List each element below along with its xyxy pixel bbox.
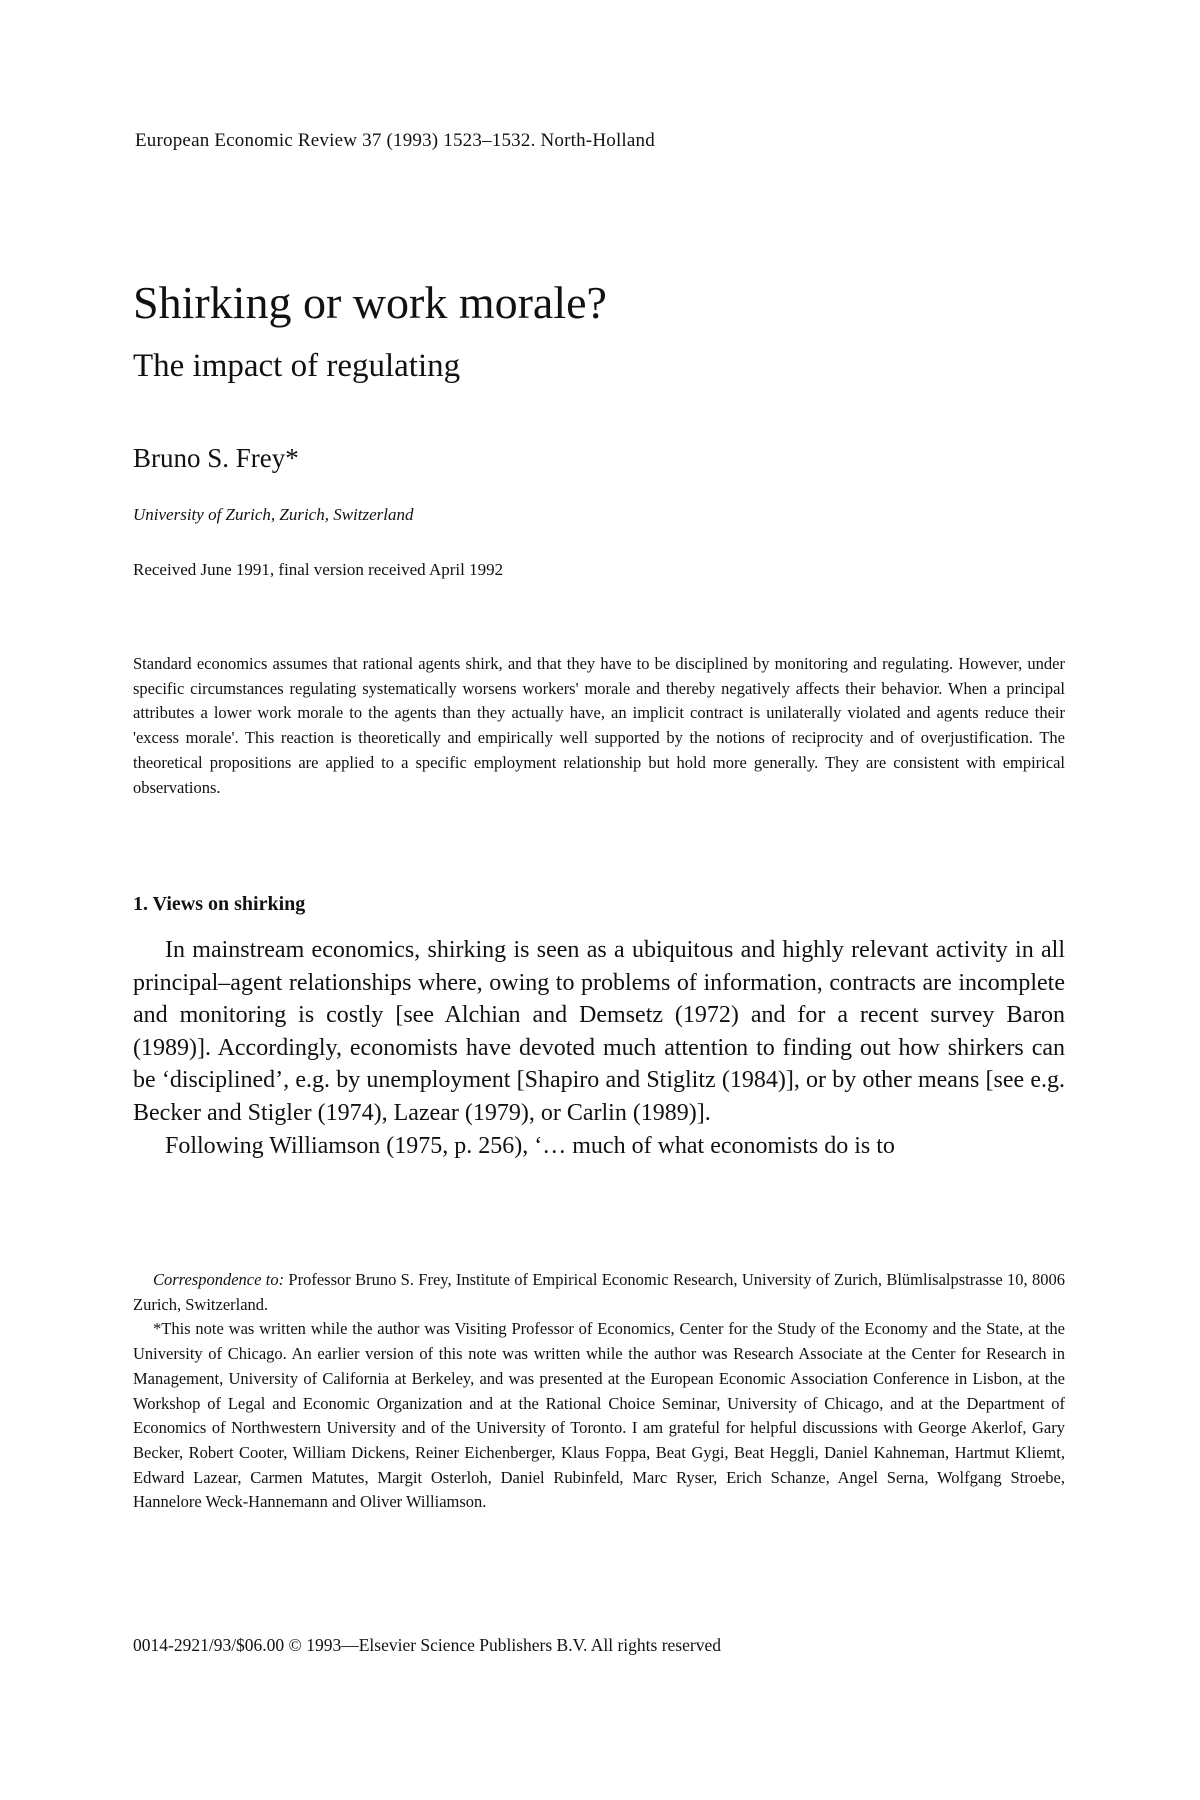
article-subtitle: The impact of regulating [133, 348, 461, 384]
journal-citation: European Economic Review 37 (1993) 1523–1532. North-Holland [135, 130, 655, 151]
author-name: Bruno S. Frey* [133, 443, 299, 473]
footnotes [133, 1268, 1065, 1515]
acknowledgement-footnote: *This note was written while the author was Visiting Professor of Economics, Center for the Study of the Economy and the State, at the University of Chicago. An earlier version of this note was written while the author was Research Associate at the Center for Research in Management, University of California at Berkeley, and was presented at the European Economic Association Conference in Lisbon, at the Workshop of Legal and Economic Organization and at the Rational Choice Seminar, University of Chicago, and at the Department of Economics of Northwestern University and of the University of Toronto. I am grateful for helpful discussions with George Akerlof, Gary Becker, Robert Cooter, William Dickens, Reiner Eichenberger, Klaus Foppa, Beat Gygi, Beat Heggli, Daniel Kahneman, Hartmut Kliemt, Edward Lazear, Carmen Matutes, Margit Osterloh, Daniel Rubinfeld, Marc Ryser, Erich Schanze, Angel Serna, Wolfgang Stroebe, Hannelore Weck-Hannemann and Oliver Williamson. [133, 1319, 1065, 1512]
received-dates: Received June 1991, final version received April 1992 [133, 560, 504, 579]
article-title: Shirking or work morale? [133, 277, 607, 328]
correspondence-label: Correspondence to: [153, 1270, 285, 1289]
author-affiliation: University of Zurich, Zurich, Switzerland [133, 505, 414, 524]
correspondence-text: Professor Bruno S. Frey, Institute of Empirical Economic Research, University of Zurich, Blümlisalpstrasse 10, 8006 Zurich, Switzerland. [133, 1270, 1065, 1314]
body-paragraph: In mainstream economics, shirking is seen as a ubiquitous and highly relevant activity in all principal–agent relationships where, owing to problems of information, contracts are incomplete and monitoring is costly [see Alchian and Demsetz (1972) and for a recent survey Baron (1989)]. Accordingly, economists have devoted much attention to finding out how shirkers can be ‘disciplined’, e.g. by unemployment [Shapiro and Stiglitz (1984)], or by other means [see e.g. Becker and Stigler (1974), Lazear (1979), or Carlin (1989)]. [133, 937, 1065, 1126]
abstract: Standard economics assumes that rational agents shirk, and that they have to be disciplined by monitoring and regulating. However, under specific circumstances regulating systematically worsens workers' morale and thereby negatively affects their behavior. When a principal attributes a lower work morale to the agents than they actually have, an implicit contract is unilaterally violated and agents reduce their 'excess morale'. This reaction is theoretically and empirically well supported by the notions of reciprocity and of overjustification. The theoretical propositions are applied to a specific employment relationship but hold more generally. They are consistent with empirical observations. [133, 654, 1065, 797]
section-body [133, 934, 1065, 1162]
section-heading: 1. Views on shirking [133, 893, 306, 915]
copyright-line: 0014-2921/93/$06.00 © 1993—Elsevier Science Publishers B.V. All rights reserved [133, 1635, 721, 1655]
correspondence-footnote [133, 1268, 1065, 1317]
body-paragraph: Following Williamson (1975, p. 256), ‘… much of what economists do is to [165, 1132, 895, 1159]
